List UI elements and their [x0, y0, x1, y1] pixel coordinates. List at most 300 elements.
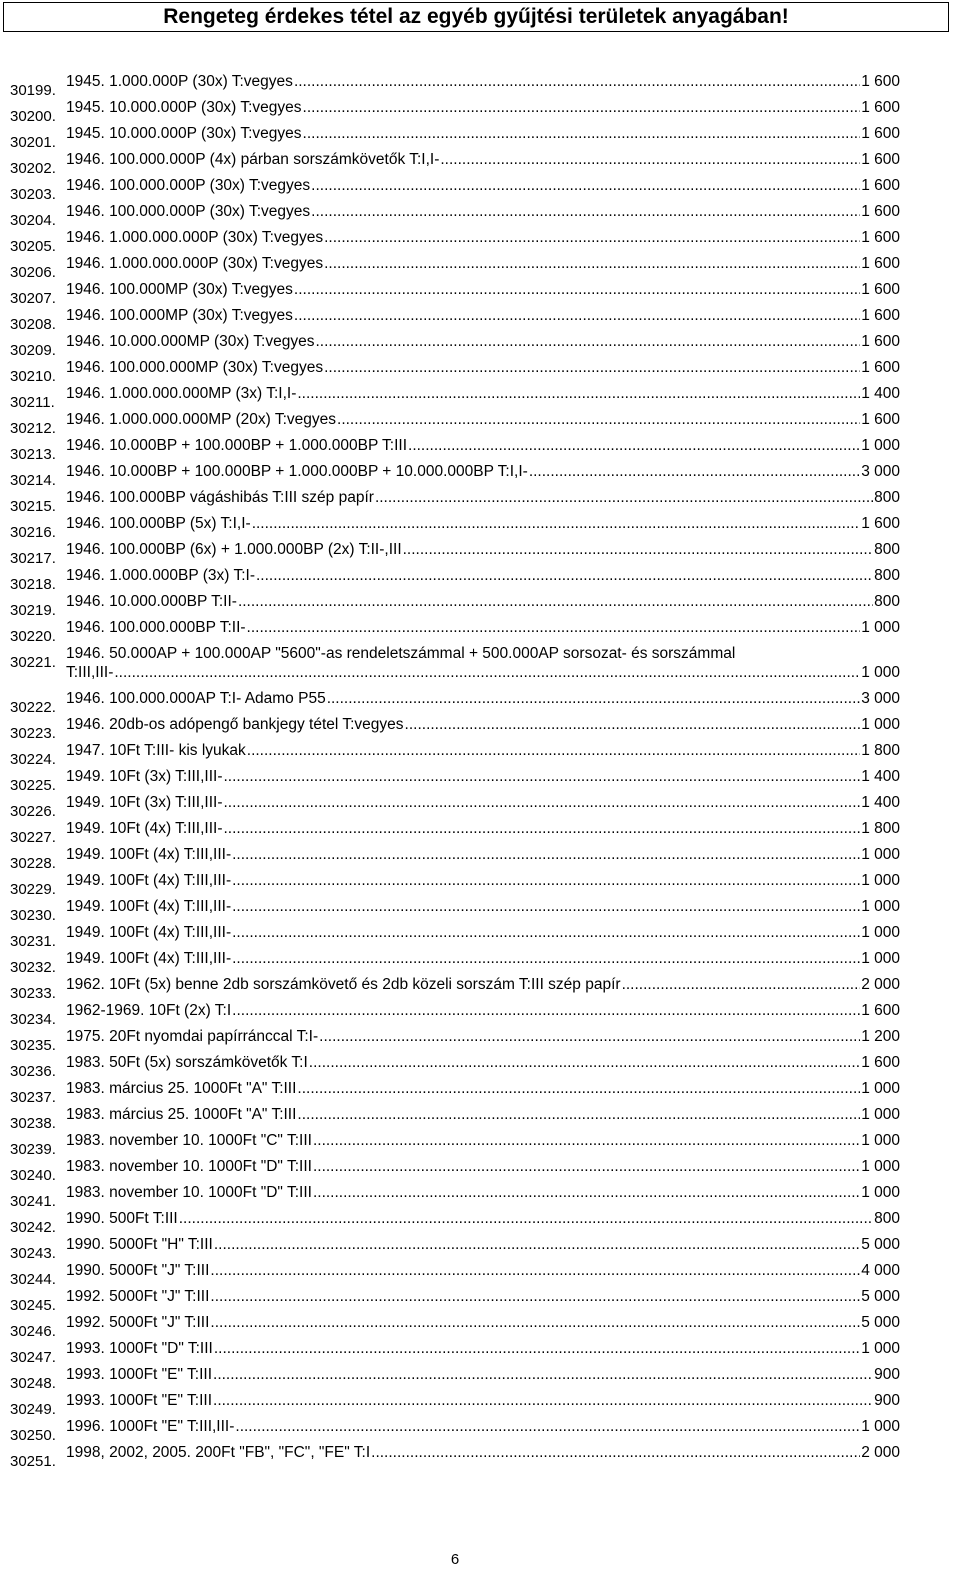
- lot-line: [66, 411, 900, 429]
- lot-price: 1 600: [861, 1002, 900, 1019]
- lot-price: 900: [874, 1392, 900, 1409]
- page-title: Rengeteg érdekes tétel az egyéb gyűjtési területek anyagában!: [3, 2, 949, 32]
- lot-number: 30209.: [10, 342, 56, 359]
- list-item: [0, 460, 960, 489]
- list-item: [0, 1103, 960, 1132]
- lot-description: 1949. 100Ft (4x) T:III,III-: [66, 846, 232, 863]
- lot-description: 1946. 100.000.000P (30x) T:vegyes: [66, 177, 311, 194]
- dot-leader: [213, 1392, 873, 1410]
- lot-description: 1946. 100.000.000AP T:I- Adamo P55: [66, 690, 326, 707]
- lot-number: 30234.: [10, 1011, 56, 1028]
- lot-number: 30206.: [10, 264, 56, 281]
- lot-price: 1 000: [861, 846, 900, 863]
- lot-description: 1946. 100.000MP (30x) T:vegyes: [66, 307, 293, 324]
- lot-price: 1 600: [861, 229, 900, 246]
- dot-leader: [114, 664, 860, 682]
- lot-description: 1946. 10.000.000MP (30x) T:vegyes: [66, 333, 315, 350]
- lot-number: 30199.: [10, 82, 56, 99]
- lot-number: 30250.: [10, 1427, 56, 1444]
- lot-line: [66, 255, 900, 273]
- dot-leader: [337, 411, 860, 429]
- list-item: [0, 382, 960, 411]
- lot-description: 1990. 500Ft T:III: [66, 1210, 178, 1227]
- lot-description: 1946. 20db-os adópengő bankjegy tétel T:vegyes: [66, 716, 404, 733]
- lot-number: 30220.: [10, 628, 56, 645]
- lot-description: 1990. 5000Ft "H" T:III: [66, 1236, 213, 1253]
- list-item: [0, 278, 960, 307]
- lot-line: [66, 1288, 900, 1306]
- list-item: [0, 1155, 960, 1184]
- lot-description: 1949. 10Ft (3x) T:III,III-: [66, 768, 223, 785]
- lot-line: [66, 151, 900, 169]
- list-item: [0, 791, 960, 820]
- lot-description: 1962-1969. 10Ft (2x) T:I: [66, 1002, 232, 1019]
- lot-price: 1 000: [861, 1132, 900, 1149]
- lot-price: 4 000: [861, 1262, 900, 1279]
- lot-description: 1947. 10Ft T:III- kis lyukak: [66, 742, 246, 759]
- lot-line: [66, 99, 900, 117]
- lot-line: [66, 333, 900, 351]
- lot-price: 1 000: [861, 950, 900, 967]
- lot-number: 30233.: [10, 985, 56, 1002]
- list-item: [0, 1129, 960, 1158]
- lot-description: 1946. 50.000AP + 100.000AP "5600"-as rendeletszámmal + 500.000AP sorsozat- és sorszámmal: [66, 645, 736, 662]
- dot-leader: [224, 794, 861, 812]
- dot-leader: [232, 950, 860, 968]
- lot-line: [66, 1184, 900, 1202]
- dot-leader: [371, 1444, 860, 1462]
- lot-line: [66, 1392, 900, 1410]
- lot-number: 30203.: [10, 186, 56, 203]
- dot-leader: [210, 1288, 860, 1306]
- list-item: [0, 200, 960, 229]
- lot-number: 30211.: [10, 394, 55, 411]
- dot-leader: [313, 1132, 860, 1150]
- lot-number: 30219.: [10, 602, 56, 619]
- list-item: [0, 408, 960, 437]
- list-item: [0, 304, 960, 333]
- lot-description: 1946. 10.000BP + 100.000BP + 1.000.000BP + 10.000.000BP T:I,I-: [66, 463, 528, 480]
- lot-number: 30251.: [10, 1453, 56, 1470]
- lot-line: [66, 950, 900, 968]
- dot-leader: [235, 1418, 860, 1436]
- lot-price: 1 000: [861, 1106, 900, 1123]
- lot-description: 1946. 1.000.000.000P (30x) T:vegyes: [66, 229, 324, 246]
- lot-price: 900: [874, 1366, 900, 1383]
- lot-description: 1946. 1.000.000.000MP (3x) T:I,I-: [66, 385, 297, 402]
- list-item: [0, 122, 960, 151]
- lot-number: 30228.: [10, 855, 56, 872]
- lot-price: 1 600: [861, 125, 900, 142]
- lot-description: 1946. 100.000BP (6x) + 1.000.000BP (2x) T:II-,III: [66, 541, 402, 558]
- lot-price: 2 000: [861, 1444, 900, 1461]
- lot-line: [66, 1444, 900, 1462]
- list-item: [0, 642, 960, 687]
- lot-line: [66, 229, 900, 247]
- lot-line: [66, 1340, 900, 1358]
- lot-price: 1 000: [861, 872, 900, 889]
- list-item: [0, 921, 960, 950]
- dot-leader: [294, 281, 860, 299]
- lot-price: 3 000: [861, 463, 900, 480]
- lot-number: 30200.: [10, 108, 56, 125]
- lot-description: 1946. 1.000.000.000MP (20x) T:vegyes: [66, 411, 337, 428]
- lot-price: 800: [874, 567, 900, 584]
- lot-number: 30240.: [10, 1167, 56, 1184]
- lot-description: 1983. november 10. 1000Ft "D" T:III: [66, 1184, 312, 1201]
- lot-line: [66, 1262, 900, 1280]
- lot-number: 30225.: [10, 777, 56, 794]
- lot-line: [66, 924, 900, 942]
- list-item: [0, 1363, 960, 1392]
- lot-description: 1993. 1000Ft "D" T:III: [66, 1340, 213, 1357]
- lot-number: 30242.: [10, 1219, 56, 1236]
- dot-leader: [294, 307, 860, 325]
- lot-price: 5 000: [861, 1288, 900, 1305]
- lot-number: 30238.: [10, 1115, 56, 1132]
- lot-line: [66, 307, 900, 325]
- dot-leader: [303, 99, 861, 117]
- lot-line: [66, 73, 900, 91]
- dot-leader: [324, 229, 860, 247]
- dot-leader: [179, 1210, 873, 1228]
- lot-number: 30245.: [10, 1297, 56, 1314]
- lot-line: [66, 794, 900, 812]
- dot-leader: [622, 976, 861, 994]
- list-item: [0, 1311, 960, 1340]
- list-item: [0, 1207, 960, 1236]
- lot-price: 1 400: [861, 794, 900, 811]
- list-item: [0, 564, 960, 593]
- dot-leader: [408, 437, 860, 455]
- list-item: [0, 252, 960, 281]
- dot-leader: [405, 716, 861, 734]
- lot-price: 1 000: [861, 619, 900, 636]
- lot-description: 1946. 100.000.000P (30x) T:vegyes: [66, 203, 311, 220]
- lot-line: [66, 1054, 900, 1072]
- lot-price: 800: [874, 541, 900, 558]
- lot-number: 30210.: [10, 368, 56, 385]
- lot-number: 30218.: [10, 576, 56, 593]
- lot-list: [0, 70, 960, 1470]
- lot-description: 1945. 10.000.000P (30x) T:vegyes: [66, 125, 302, 142]
- list-item: [0, 616, 960, 645]
- list-item: [0, 869, 960, 898]
- lot-number: 30237.: [10, 1089, 56, 1106]
- lot-price: 1 600: [861, 281, 900, 298]
- list-item: [0, 226, 960, 255]
- lot-description: 1992. 5000Ft "J" T:III: [66, 1314, 210, 1331]
- lot-line: [66, 1132, 900, 1150]
- lot-description: 1949. 10Ft (4x) T:III,III-: [66, 820, 223, 837]
- dot-leader: [313, 1158, 860, 1176]
- dot-leader: [319, 1028, 860, 1046]
- lot-number: 30236.: [10, 1063, 56, 1080]
- lot-price: 1 000: [861, 664, 900, 681]
- lot-price: 1 800: [861, 742, 900, 759]
- lot-line: [66, 1106, 900, 1124]
- lot-price: 800: [874, 1210, 900, 1227]
- lot-line: [66, 1418, 900, 1436]
- lot-line: [66, 742, 900, 760]
- lot-description: 1949. 100Ft (4x) T:III,III-: [66, 872, 232, 889]
- lot-line: [66, 385, 900, 403]
- lot-price: 5 000: [861, 1236, 900, 1253]
- list-item: [0, 148, 960, 177]
- dot-leader: [213, 1366, 873, 1384]
- dot-leader: [327, 690, 861, 708]
- lot-price: 1 200: [861, 1028, 900, 1045]
- lot-price: 1 000: [861, 924, 900, 941]
- dot-leader: [324, 255, 860, 273]
- lot-description: 1993. 1000Ft "E" T:III: [66, 1392, 213, 1409]
- lot-number: 30235.: [10, 1037, 56, 1054]
- list-item: [0, 1441, 960, 1470]
- lot-description: 1993. 1000Ft "E" T:III: [66, 1366, 213, 1383]
- lot-number: 30223.: [10, 725, 56, 742]
- lot-description: 1975. 20Ft nyomdai papírránccal T:I-: [66, 1028, 319, 1045]
- lot-price: 1 600: [861, 73, 900, 90]
- dot-leader: [232, 872, 860, 890]
- dot-leader: [247, 742, 860, 760]
- dot-leader: [324, 359, 860, 377]
- dot-leader: [440, 151, 860, 169]
- dot-leader: [232, 846, 860, 864]
- dot-leader: [297, 1080, 860, 1098]
- lot-description: 1949. 10Ft (3x) T:III,III-: [66, 794, 223, 811]
- list-item: [0, 538, 960, 567]
- lot-line: [66, 203, 900, 221]
- list-item: [0, 356, 960, 385]
- lot-description: 1946. 100.000.000BP T:II-: [66, 619, 246, 636]
- lot-line: [66, 1210, 900, 1228]
- lot-number: 30214.: [10, 472, 56, 489]
- list-item: [0, 1285, 960, 1314]
- list-item: [0, 1337, 960, 1366]
- list-item: [0, 434, 960, 463]
- list-item: [0, 512, 960, 541]
- list-item: [0, 1233, 960, 1262]
- lot-line: [66, 619, 900, 637]
- list-item: [0, 843, 960, 872]
- lot-price: 1 600: [861, 203, 900, 220]
- lot-description: 1983. 50Ft (5x) sorszámkövetők T:I: [66, 1054, 308, 1071]
- lot-price: 1 600: [861, 177, 900, 194]
- lot-number: 30227.: [10, 829, 56, 846]
- lot-number: 30249.: [10, 1401, 56, 1418]
- list-item: [0, 1415, 960, 1444]
- lot-line: [66, 463, 900, 481]
- lot-price: 1 800: [861, 820, 900, 837]
- dot-leader: [232, 924, 860, 942]
- lot-description: 1983. március 25. 1000Ft "A" T:III: [66, 1106, 297, 1123]
- lot-number: 30215.: [10, 498, 56, 515]
- lot-description: 1990. 5000Ft "J" T:III: [66, 1262, 210, 1279]
- dot-leader: [403, 541, 874, 559]
- lot-description: 1996. 1000Ft "E" T:III,III-: [66, 1418, 235, 1435]
- dot-leader: [529, 463, 860, 481]
- lot-description: 1946. 100.000BP (5x) T:I,I-: [66, 515, 251, 532]
- dot-leader: [224, 820, 861, 838]
- lot-description: 1945. 10.000.000P (30x) T:vegyes: [66, 99, 302, 116]
- list-item: [0, 1259, 960, 1288]
- lot-description: 1946. 100.000BP vágáshibás T:III szép papír: [66, 489, 374, 506]
- dot-leader: [214, 1340, 860, 1358]
- list-item: [0, 895, 960, 924]
- lot-line: [66, 1158, 900, 1176]
- lot-description: 1946. 1.000.000.000P (30x) T:vegyes: [66, 255, 324, 272]
- dot-leader: [238, 593, 873, 611]
- lot-number: 30213.: [10, 446, 56, 463]
- lot-number: 30244.: [10, 1271, 56, 1288]
- lot-description-continued: T:III,III-: [66, 664, 114, 681]
- list-item: [0, 999, 960, 1028]
- lot-description: 1949. 100Ft (4x) T:III,III-: [66, 950, 232, 967]
- lot-price: 1 600: [861, 99, 900, 116]
- lot-line: [66, 489, 900, 507]
- lot-price: 1 000: [861, 1418, 900, 1435]
- dot-leader: [313, 1184, 860, 1202]
- lot-price: 1 600: [861, 333, 900, 350]
- lot-description: 1983. november 10. 1000Ft "C" T:III: [66, 1132, 312, 1149]
- lot-price: 1 000: [861, 1080, 900, 1097]
- lot-line: [66, 1314, 900, 1332]
- dot-leader: [294, 73, 860, 91]
- lot-line: [66, 1080, 900, 1098]
- lot-description: 1998, 2002, 2005. 200Ft "FB", "FC", "FE" T:I: [66, 1444, 371, 1461]
- lot-line: [66, 768, 900, 786]
- lot-line: [66, 1028, 900, 1046]
- dot-leader: [311, 177, 860, 195]
- lot-line: [66, 716, 900, 734]
- lot-price: 1 400: [861, 385, 900, 402]
- dot-leader: [297, 385, 860, 403]
- lot-description: 1949. 100Ft (4x) T:III,III-: [66, 924, 232, 941]
- list-item: [0, 330, 960, 359]
- lot-number: 30222.: [10, 699, 56, 716]
- lot-number: 30226.: [10, 803, 56, 820]
- lot-description: 1946. 10.000.000BP T:II-: [66, 593, 237, 610]
- lot-price: 1 600: [861, 255, 900, 272]
- lot-number: 30231.: [10, 933, 56, 950]
- lot-description: 1946. 100.000.000MP (30x) T:vegyes: [66, 359, 324, 376]
- lot-number: 30201.: [10, 134, 56, 151]
- lot-price: 800: [874, 593, 900, 610]
- list-item: [0, 765, 960, 794]
- lot-line: [66, 515, 900, 533]
- lot-line: [66, 1366, 900, 1384]
- lot-line: [66, 567, 900, 585]
- list-item: [0, 687, 960, 716]
- lot-number: 30230.: [10, 907, 56, 924]
- lot-price: 2 000: [861, 976, 900, 993]
- lot-price: 1 000: [861, 1340, 900, 1357]
- lot-number: 30216.: [10, 524, 56, 541]
- list-item: [0, 713, 960, 742]
- lot-description: 1946. 1.000.000BP (3x) T:I-: [66, 567, 255, 584]
- dot-leader: [252, 515, 861, 533]
- list-item: [0, 590, 960, 619]
- dot-leader: [315, 333, 860, 351]
- list-item: [0, 1389, 960, 1418]
- lot-line: [66, 125, 900, 143]
- dot-leader: [210, 1314, 860, 1332]
- lot-number: 30224.: [10, 751, 56, 768]
- lot-line: [66, 898, 900, 916]
- lot-price: 1 600: [861, 307, 900, 324]
- lot-price: 1 000: [861, 1158, 900, 1175]
- lot-number: 30232.: [10, 959, 56, 976]
- dot-leader: [232, 898, 860, 916]
- lot-number: 30247.: [10, 1349, 56, 1366]
- lot-description: 1945. 1.000.000P (30x) T:vegyes: [66, 73, 293, 90]
- dot-leader: [224, 768, 861, 786]
- lot-description: 1962. 10Ft (5x) benne 2db sorszámkövető és 2db közeli sorszám T:III szép papír: [66, 976, 621, 993]
- lot-price: 800: [874, 489, 900, 506]
- lot-description: 1983. március 25. 1000Ft "A" T:III: [66, 1080, 297, 1097]
- lot-line: [66, 1002, 900, 1020]
- lot-price: 1 600: [861, 411, 900, 428]
- dot-leader: [210, 1262, 860, 1280]
- lot-price: 1 600: [861, 1054, 900, 1071]
- list-item: [0, 1077, 960, 1106]
- lot-price: 5 000: [861, 1314, 900, 1331]
- lot-price: 1 000: [861, 716, 900, 733]
- lot-price: 1 000: [861, 1184, 900, 1201]
- list-item: [0, 1051, 960, 1080]
- lot-number: 30217.: [10, 550, 56, 567]
- lot-line: [66, 359, 900, 377]
- dot-leader: [311, 203, 860, 221]
- lot-number: 30243.: [10, 1245, 56, 1262]
- list-item: [0, 739, 960, 768]
- lot-description: 1983. november 10. 1000Ft "D" T:III: [66, 1158, 312, 1175]
- lot-description: 1946. 100.000MP (30x) T:vegyes: [66, 281, 293, 298]
- lot-number: 30202.: [10, 160, 56, 177]
- lot-number: 30246.: [10, 1323, 56, 1340]
- lot-price: 1 600: [861, 359, 900, 376]
- lot-line: [66, 846, 900, 864]
- lot-price: 1 600: [861, 515, 900, 532]
- lot-line: [66, 593, 900, 611]
- lot-price: 1 400: [861, 768, 900, 785]
- lot-line: [66, 664, 900, 682]
- dot-leader: [303, 125, 861, 143]
- lot-description: 1946. 10.000BP + 100.000BP + 1.000.000BP T:III: [66, 437, 408, 454]
- page-number: 6: [450, 1551, 460, 1568]
- lot-number: 30239.: [10, 1141, 56, 1158]
- lot-number: 30229.: [10, 881, 56, 898]
- lot-number: 30212.: [10, 420, 56, 437]
- dot-leader: [309, 1054, 860, 1072]
- lot-number: 30207.: [10, 290, 56, 307]
- lot-line: [66, 541, 900, 559]
- lot-description: 1992. 5000Ft "J" T:III: [66, 1288, 210, 1305]
- list-item: [0, 174, 960, 203]
- lot-number: 30248.: [10, 1375, 56, 1392]
- lot-line: [66, 872, 900, 890]
- lot-line: [66, 281, 900, 299]
- list-item: [0, 973, 960, 1002]
- lot-price: 1 000: [861, 898, 900, 915]
- lot-price: 1 000: [861, 437, 900, 454]
- lot-line: [66, 690, 900, 708]
- dot-leader: [375, 489, 873, 507]
- list-item: [0, 96, 960, 125]
- dot-leader: [232, 1002, 860, 1020]
- list-item: [0, 947, 960, 976]
- lot-number: 30241.: [10, 1193, 56, 1210]
